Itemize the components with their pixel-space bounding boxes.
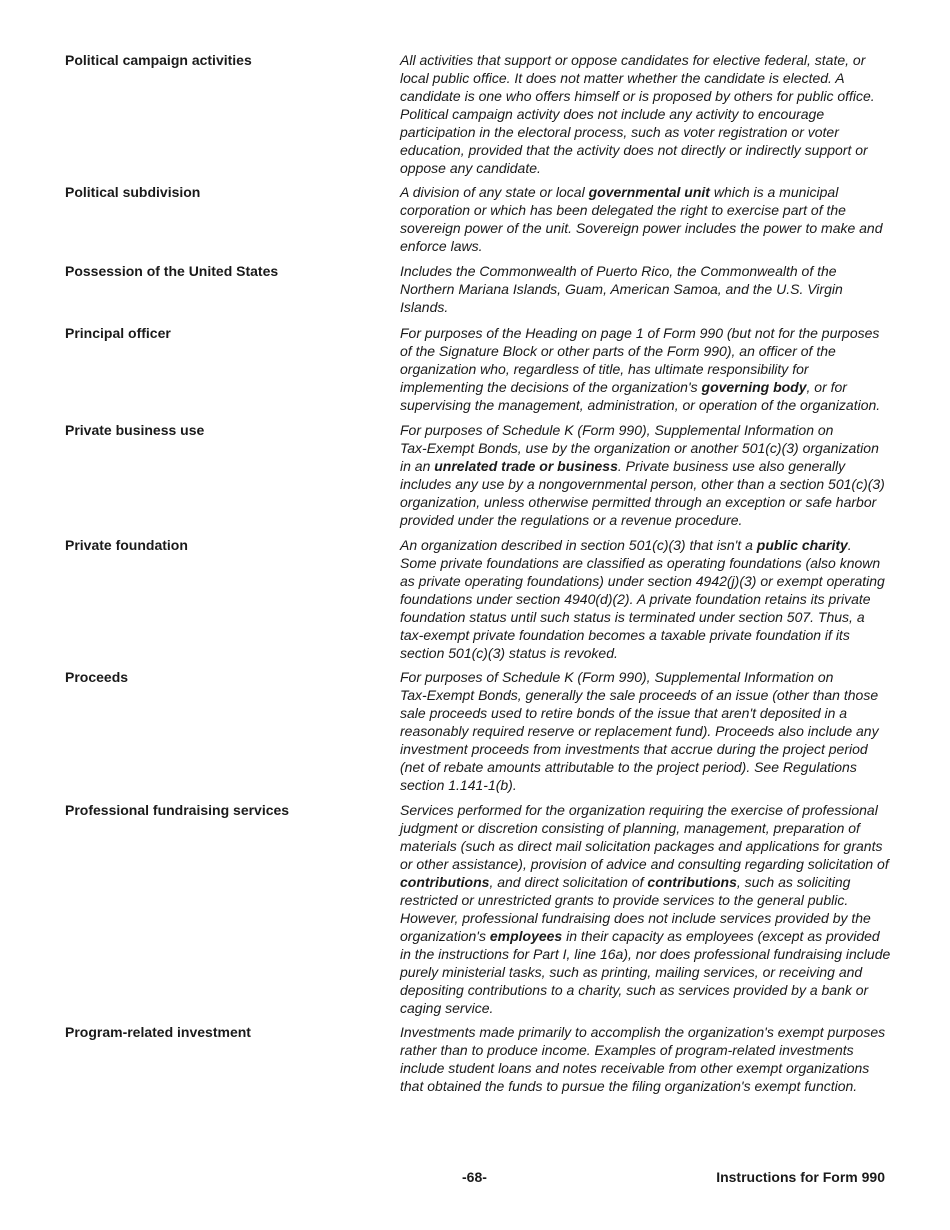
definition-line [400, 87, 890, 105]
definition-line [400, 608, 890, 626]
glossary-definition [400, 324, 890, 414]
definition-line [400, 855, 890, 873]
definition-line [400, 776, 890, 794]
glossary-term: Proceeds [65, 669, 129, 685]
definition-text: An organization described in section 501(c)(3) that isn't a [400, 537, 757, 553]
glossary-term: Program-related investment [65, 1024, 251, 1040]
definition-line [400, 1077, 890, 1095]
definition-line [400, 668, 890, 686]
definition-text: section 1.141-1(b). [400, 777, 517, 793]
definition-line [400, 360, 890, 378]
definition-text: implementing the decisions of the organization's [400, 379, 702, 395]
definition-text: tax-exempt private foundation becomes a taxable private foundation if its [400, 627, 850, 643]
definition-line [400, 999, 890, 1017]
definition-line [400, 873, 890, 891]
definition-line [400, 475, 890, 493]
definition-text: investment proceeds from investments that accrue during the project period [400, 741, 868, 757]
definition-text: sale proceeds used to retire bonds of the issue that aren't deposited in a [400, 705, 848, 721]
definition-line [400, 1041, 890, 1059]
defined-term-reference: unrelated trade or business [434, 458, 618, 474]
definition-text: Tax-Exempt Bonds, use by the organization or another 501(c)(3) organization [400, 440, 879, 456]
definition-text: However, professional fundraising does not include services provided by the [400, 910, 871, 926]
definition-line [400, 626, 890, 644]
defined-term-reference: public charity [756, 537, 848, 553]
definition-text: Islands. [400, 299, 449, 315]
definition-text: foundation status until such status is terminated under section 507. Thus, a [400, 609, 865, 625]
defined-term-reference: contributions [400, 874, 490, 890]
definition-text: , such as soliciting [736, 874, 851, 890]
definition-text: reasonably required reserve or replacement fund). Proceeds also include any [400, 723, 879, 739]
glossary-term: Private foundation [65, 537, 188, 553]
definition-line [400, 237, 890, 255]
definition-text: of the Signature Block or other parts of the Form 990), an officer of the [400, 343, 836, 359]
definition-text: sovereign power of the unit. Sovereign power includes the power to make and [400, 220, 883, 236]
glossary-term: Professional fundraising services [65, 802, 290, 818]
definition-line [400, 644, 890, 662]
definition-line [400, 123, 890, 141]
definition-text: organization, unless otherwise permitted through an exception or safe harbor [400, 494, 877, 510]
definition-line [400, 159, 890, 177]
document-title: Instructions for Form 990 [716, 1169, 885, 1185]
definition-line [400, 298, 890, 316]
definition-line [400, 704, 890, 722]
glossary-definition [400, 421, 890, 529]
definition-text: materials (such as direct mail solicitation packages and applications for grants [400, 838, 883, 854]
definition-line [400, 511, 890, 529]
definition-text: restricted or unrestricted grants to provide services to the general public. [400, 892, 849, 908]
definition-line [400, 342, 890, 360]
glossary-definition [400, 1023, 890, 1095]
definition-line [400, 572, 890, 590]
definition-line [400, 837, 890, 855]
definition-line [400, 201, 890, 219]
definition-line [400, 105, 890, 123]
definition-text: which is a municipal [709, 184, 839, 200]
definition-line [400, 909, 890, 927]
definition-line [400, 927, 890, 945]
definition-text: caging service. [400, 1000, 494, 1016]
definition-line [400, 219, 890, 237]
definition-text: judgment or discretion consisting of planning, management, preparation of [400, 820, 860, 836]
definition-line [400, 590, 890, 608]
definition-line [400, 421, 890, 439]
definition-text: purely ministerial tasks, such as printing, mailing services, or receiving and [400, 964, 863, 980]
definition-text: oppose any candidate. [400, 160, 541, 176]
defined-term-reference: contributions [647, 874, 737, 890]
glossary-definition [400, 183, 890, 255]
definition-line [400, 554, 890, 572]
definition-text: Northern Mariana Islands, Guam, American Samoa, and the U.S. Virgin [400, 281, 843, 297]
definition-text: . [847, 537, 852, 553]
definition-text: provided under the regulations or a revenue procedure. [400, 512, 743, 528]
definition-text: as private operating foundations) under section 4942(j)(3) or exempt operating [400, 573, 885, 589]
page-number: -68- [462, 1169, 487, 1185]
definition-text: For purposes of Schedule K (Form 990), Supplemental Information on [400, 422, 834, 438]
definition-line [400, 69, 890, 87]
definition-text: . Private business use also generally [617, 458, 846, 474]
definition-line [400, 457, 890, 475]
definition-text: Includes the Commonwealth of Puerto Rico, the Commonwealth of the [400, 263, 837, 279]
definition-text: candidate is one who offers himself or is proposed by others for public office. [400, 88, 875, 104]
definition-line [400, 686, 890, 704]
definition-text: corporation or which has been delegated the right to exercise part of the [400, 202, 846, 218]
definition-text: organization's [400, 928, 490, 944]
definition-line [400, 1059, 890, 1077]
definition-line [400, 740, 890, 758]
glossary-term: Possession of the United States [65, 263, 279, 279]
definition-text: in an [400, 458, 435, 474]
definition-line [400, 141, 890, 159]
definition-text: , and direct solicitation of [489, 874, 648, 890]
definition-line [400, 981, 890, 999]
definition-line [400, 536, 890, 554]
glossary-definition [400, 801, 890, 1017]
definition-text: For purposes of Schedule K (Form 990), Supplemental Information on [400, 669, 834, 685]
definition-text: Tax-Exempt Bonds, generally the sale proceeds of an issue (other than those [400, 687, 879, 703]
definition-text: education, provided that the activity does not directly or indirectly support or [400, 142, 868, 158]
definition-text: depositing contributions to a charity, such as services provided by a bank or [400, 982, 869, 998]
defined-term-reference: governmental unit [588, 184, 710, 200]
definition-text: section 501(c)(3) status is revoked. [400, 645, 618, 661]
definition-line [400, 758, 890, 776]
definition-text: enforce laws. [400, 238, 483, 254]
definition-text: For purposes of the Heading on page 1 of Form 990 (but not for the purposes [400, 325, 880, 341]
definition-line [400, 963, 890, 981]
definition-line [400, 1023, 890, 1041]
glossary-definition [400, 262, 890, 316]
definition-text: that obtained the funds to pursue the filing organization's exempt function. [400, 1078, 858, 1094]
definition-text: or other assistance), provision of advice and consulting regarding solicitation of [400, 856, 889, 872]
glossary-definition [400, 51, 890, 177]
definition-line [400, 819, 890, 837]
definition-text: All activities that support or oppose candidates for elective federal, state, or [400, 52, 866, 68]
definition-text: (net of rebate amounts attributable to the project period). See Regulations [400, 759, 857, 775]
definition-line [400, 51, 890, 69]
definition-line [400, 280, 890, 298]
definition-line [400, 324, 890, 342]
definition-line [400, 945, 890, 963]
definition-text: Services performed for the organization requiring the exercise of professional [400, 802, 878, 818]
definition-text: foundations under section 4940(d)(2). A private foundation retains its private [400, 591, 871, 607]
definition-line [400, 493, 890, 511]
definition-line [400, 396, 890, 414]
definition-text: A division of any state or local [400, 184, 589, 200]
definition-text: Investments made primarily to accomplish the organization's exempt purposes [400, 1024, 886, 1040]
definition-text: , or for [806, 379, 847, 395]
glossary-term: Political campaign activities [65, 52, 252, 68]
definition-text: rather than to produce income. Examples of program-related investments [400, 1042, 854, 1058]
defined-term-reference: employees [489, 928, 563, 944]
definition-line [400, 378, 890, 396]
definition-text: includes any use by a nongovernmental person, other than a section 501(c)(3) [400, 476, 885, 492]
definition-text: Some private foundations are classified as operating foundations (also known [400, 555, 881, 571]
definition-text: local public office. It does not matter whether the candidate is elected. A [400, 70, 845, 86]
definition-line [400, 262, 890, 280]
defined-term-reference: governing body [701, 379, 807, 395]
definition-text: in the instructions for Part I, line 16a), nor does professional fundraising include [400, 946, 891, 962]
definition-text: Political campaign activity does not include any activity to encourage [400, 106, 825, 122]
definition-text: include student loans and notes receivable from other exempt organizations [400, 1060, 870, 1076]
definition-text: supervising the management, administration, or operation of the organization. [400, 397, 881, 413]
glossary-term: Principal officer [65, 325, 171, 341]
glossary-term: Private business use [65, 422, 205, 438]
definition-text: in their capacity as employees (except as provided [562, 928, 880, 944]
definition-line [400, 891, 890, 909]
glossary-definition [400, 668, 890, 794]
definition-text: organization who, regardless of title, has ultimate responsibility for [400, 361, 809, 377]
definition-line [400, 801, 890, 819]
glossary-definition [400, 536, 890, 662]
glossary-term: Political subdivision [65, 184, 201, 200]
definition-line [400, 183, 890, 201]
definition-line [400, 439, 890, 457]
definition-text: participation in the electoral process, such as voter registration or voter [400, 124, 839, 140]
definition-line [400, 722, 890, 740]
